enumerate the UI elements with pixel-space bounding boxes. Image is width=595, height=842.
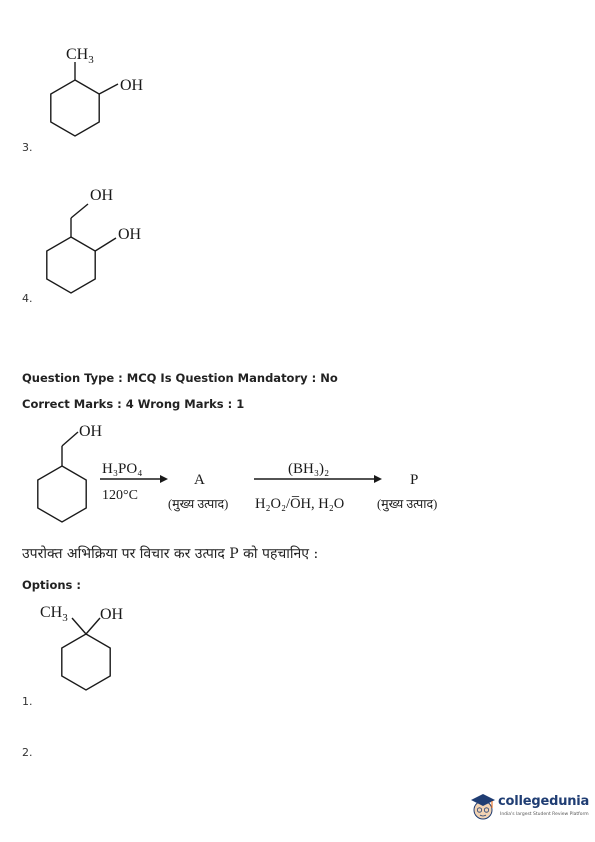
reagent-h2o2: H₂O₂/O̅H, H₂O <box>255 496 345 512</box>
oh-label: OH <box>90 187 114 204</box>
oh-label: OH <box>120 77 144 94</box>
major-product-label: (मुख्य उत्पाद) <box>168 497 229 511</box>
ch3-label: $CH_3$ <box>40 604 68 624</box>
oh-label: OH <box>79 423 103 440</box>
option-4-structure <box>20 180 160 300</box>
product-a: A <box>194 472 205 488</box>
options-label: Options : <box>22 578 81 592</box>
marks-line: Correct Marks : 4 Wrong Marks : 1 <box>22 397 245 411</box>
reagent-temperature: 120°C <box>102 488 138 503</box>
major-product-label: (मुख्य उत्पाद) <box>377 497 438 511</box>
option-number: 4. <box>22 292 33 305</box>
reagent-h3po4: H₃PO₄ <box>102 461 143 477</box>
oh-label: OH <box>100 606 124 623</box>
question-type-line: Question Type : MCQ Is Question Mandatory : No <box>22 371 338 385</box>
ch3-label: $CH_3$ <box>66 46 94 66</box>
question-prompt: उपरोक्त अभिक्रिया पर विचार कर उत्पाद P को पहचानिए : <box>22 546 319 562</box>
option-1-structure <box>20 598 160 708</box>
option-number: 1. <box>22 695 33 708</box>
product-p: P <box>410 472 419 488</box>
option-number: 3. <box>22 141 33 154</box>
arrow-head-icon <box>374 475 382 483</box>
option-number: 2. <box>22 746 33 759</box>
oh-label: OH <box>118 226 142 243</box>
reagent-bh3: (BH₃)₂ <box>288 461 330 477</box>
logo-name: collegedunia <box>498 794 590 809</box>
graduate-cap-icon <box>470 792 496 822</box>
option-3-structure <box>20 40 160 160</box>
logo-tagline: India's largest Student Review Platform <box>500 812 589 817</box>
collegedunia-logo <box>470 790 588 826</box>
reaction-scheme <box>22 418 472 528</box>
arrow-head-icon <box>160 475 168 483</box>
